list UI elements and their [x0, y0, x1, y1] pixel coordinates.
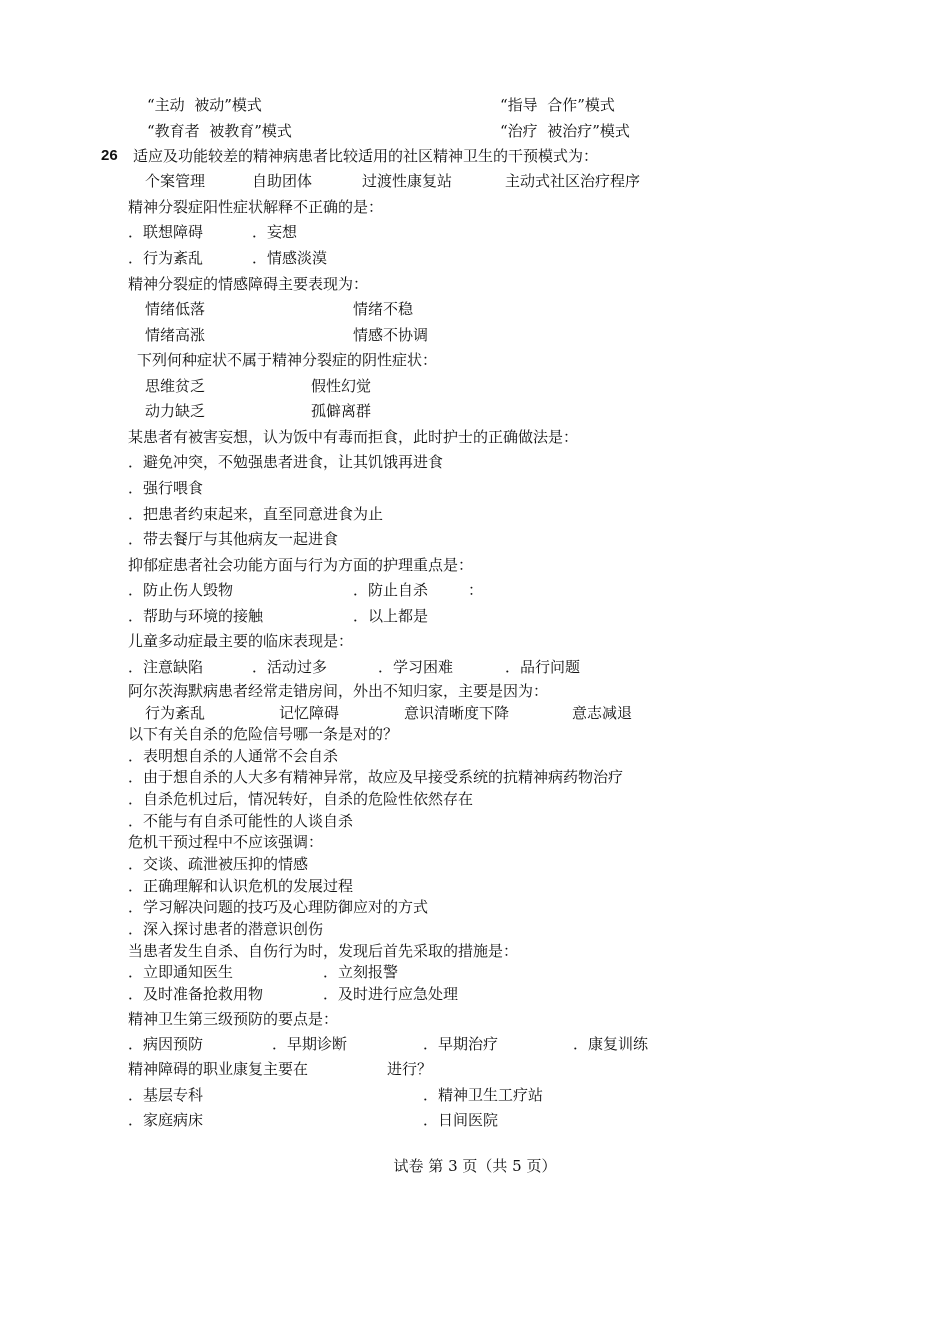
text-line: 思维贫乏	[145, 377, 206, 395]
text-line: ．及时准备抢救用物	[128, 985, 264, 1003]
text-line: 个案管理	[145, 172, 206, 190]
text-line: 自助团体	[252, 172, 313, 190]
text-line: 精神障碍的职业康复主要在	[128, 1060, 309, 1078]
text-line: ．家庭病床	[128, 1111, 204, 1129]
text-line: 意志减退	[572, 704, 633, 722]
text-line: ．帮助与环境的接触	[128, 607, 264, 625]
text-line: 假性幻觉	[311, 377, 372, 395]
text-line: ．康复训练	[573, 1035, 649, 1053]
text-line: ．以上都是	[353, 607, 429, 625]
text-line: 精神卫生第三级预防的要点是：	[128, 1010, 339, 1028]
question-number: 26	[101, 147, 118, 164]
text-line: 过渡性康复站	[362, 172, 453, 190]
text-line: ．立刻报警	[323, 963, 399, 981]
text-line: 孤僻离群	[311, 402, 372, 420]
text-line: ．学习困难	[378, 658, 454, 676]
text-line: ．妄想	[252, 223, 298, 241]
text-line: 进行？	[387, 1060, 433, 1078]
text-line: ．学习解决问题的技巧及心理防御应对的方式	[128, 898, 429, 916]
text-line: “指导 合作”模式	[500, 96, 615, 114]
text-line: ．基层专科	[128, 1086, 204, 1104]
text-line: ．交谈、疏泄被压抑的情感	[128, 855, 309, 873]
text-line: ．正确理解和认识危机的发展过程	[128, 877, 354, 895]
text-line: 危机干预过程中不应该强调：	[128, 833, 324, 851]
text-line: ．联想障碍	[128, 223, 204, 241]
text-line: 意识清晰度下降	[404, 704, 510, 722]
text-line: 主动式社区治疗程序	[505, 172, 641, 190]
text-line: ．由于想自杀的人大多有精神异常，故应及早接受系统的抗精神病药物治疗	[128, 768, 624, 786]
text-line: ．强行喂食	[128, 479, 204, 497]
text-line: ．立即通知医生	[128, 963, 234, 981]
text-line: 下列何种症状不属于精神分裂症的阴性症状：	[137, 351, 438, 369]
text-line: 当患者发生自杀、自伤行为时，发现后首先采取的措施是：	[128, 942, 519, 960]
text-line: 适应及功能较差的精神病患者比较适用的社区精神卫生的干预模式为：	[133, 147, 599, 165]
text-line: 某患者有被害妄想，认为饭中有毒而拒食，此时护士的正确做法是：	[128, 428, 579, 446]
text-line: 情绪高涨	[145, 326, 206, 344]
text-line: 情绪不稳	[353, 300, 414, 318]
text-line: 精神分裂症阳性症状解释不正确的是：	[128, 198, 384, 216]
text-line: 阿尔茨海默病患者经常走错房间，外出不知归家，主要是因为：	[128, 682, 549, 700]
text-line: 记忆障碍	[279, 704, 340, 722]
text-line: ．不能与有自杀可能性的人谈自杀	[128, 812, 354, 830]
text-line: 行为紊乱	[145, 704, 206, 722]
text-line: ．注意缺陷	[128, 658, 204, 676]
text-line: ．带去餐厅与其他病友一起进食	[128, 530, 339, 548]
text-line: “主动 被动”模式	[147, 96, 262, 114]
text-line: ．行为紊乱	[128, 249, 204, 267]
text-line: 精神分裂症的情感障碍主要表现为：	[128, 275, 369, 293]
text-line: ．活动过多	[252, 658, 328, 676]
text-line: ．病因预防	[128, 1035, 204, 1053]
text-line: ．早期治疗	[423, 1035, 499, 1053]
text-line: “治疗 被治疗”模式	[500, 122, 630, 140]
text-line: 儿童多动症最主要的临床表现是：	[128, 632, 354, 650]
text-line: ．日间医院	[423, 1111, 499, 1129]
text-line: ．表明想自杀的人通常不会自杀	[128, 747, 339, 765]
text-line: 抑郁症患者社会功能方面与行为方面的护理重点是：	[128, 556, 474, 574]
text-line: ．深入探讨患者的潜意识创伤	[128, 920, 324, 938]
text-line: 以下有关自杀的危险信号哪一条是对的？	[128, 725, 399, 743]
text-line: ．情感淡漠	[252, 249, 328, 267]
text-line: ．防止自杀	[353, 581, 429, 599]
text-line: ．自杀危机过后，情况转好，自杀的危险性依然存在	[128, 790, 474, 808]
text-line: 情绪低落	[145, 300, 206, 318]
text-line: “教育者 被教育”模式	[147, 122, 292, 140]
text-line: ．早期诊断	[272, 1035, 348, 1053]
text-line: ．及时进行应急处理	[323, 985, 459, 1003]
text-line: ：	[468, 581, 484, 599]
text-line: ．精神卫生工疗站	[423, 1086, 544, 1104]
text-line: ．品行问题	[505, 658, 581, 676]
page-footer: 试卷 第 3 页（共 5 页）	[393, 1157, 557, 1175]
text-line: ．防止伤人毁物	[128, 581, 234, 599]
text-line: ．把患者约束起来，直至同意进食为止	[128, 505, 384, 523]
text-line: ．避免冲突，不勉强患者进食，让其饥饿再进食	[128, 453, 444, 471]
text-line: 动力缺乏	[145, 402, 206, 420]
text-line: 情感不协调	[353, 326, 429, 344]
